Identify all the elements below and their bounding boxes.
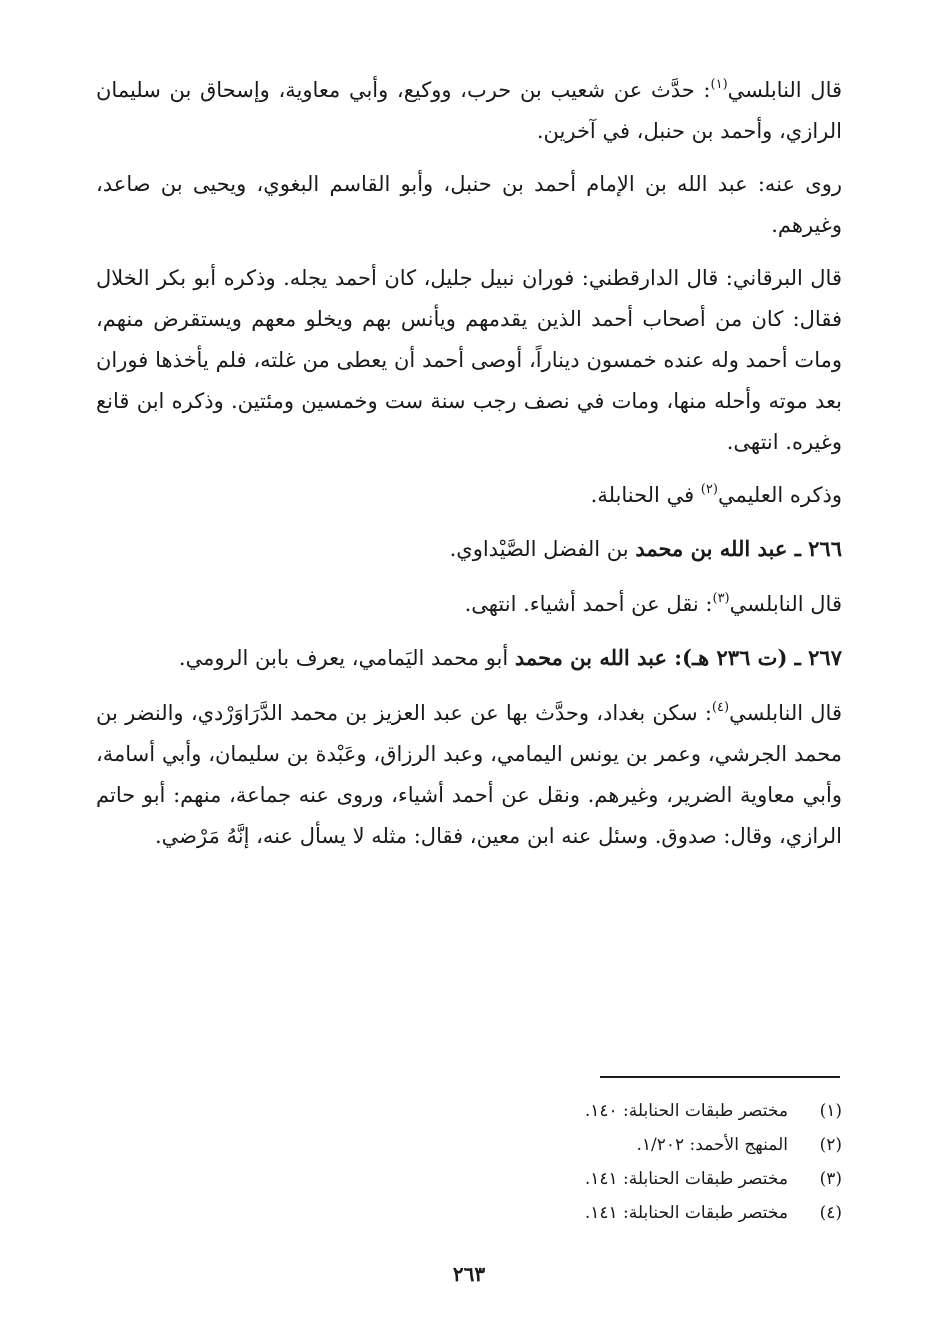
footnote-text: مختصر طبقات الحنابلة: ١٤٠. bbox=[584, 1101, 788, 1121]
paragraph-text: قال النابلسي bbox=[729, 701, 842, 725]
footnote-number: (٢) bbox=[819, 1135, 842, 1155]
page-number: ٢٦٣ bbox=[452, 1262, 486, 1286]
footnote-text: المنهج الأحمد: ١/٢٠٢. bbox=[636, 1135, 788, 1155]
paragraph-ulaymi bbox=[96, 475, 842, 516]
footnote-text: مختصر طبقات الحنابلة: ١٤١. bbox=[584, 1169, 788, 1189]
paragraph-text: قال البرقاني: قال الدارقطني: فوران نبيل جليل، كان أحمد يجله. وذكره أبو بكر الخلال فقال: كان من أصحاب أحمد الذين يقدمهم ويأنس بهم ويخلو معهم ويستقرض منهم، ومات أحمد وله عنده خمسون ديناراً، أوصى أحمد أن يعطى من غلته، فلم يأخذها فوران بعد موته وأحله منها، ومات في نصف رجب سنة ست وخمسين ومئتين. وذكره ابن قانع وغيره. انتهى. bbox=[96, 266, 842, 454]
entry-text: بن الفضل الصَّيْداوي. bbox=[449, 537, 636, 561]
paragraph-barqani bbox=[96, 258, 842, 463]
paragraph-text: : نقل عن أحمد أشياء. انتهى. bbox=[464, 592, 713, 616]
footnote-text: مختصر طبقات الحنابلة: ١٤١. bbox=[584, 1203, 788, 1223]
paragraph-text: قال النابلسي bbox=[727, 78, 843, 102]
entry-heading: ٢٦٦ ـ عبد الله بن محمد bbox=[635, 536, 842, 561]
footnote-ref-2[interactable]: (٢) bbox=[700, 482, 718, 497]
entry-267 bbox=[96, 637, 842, 679]
footnote-item bbox=[96, 1128, 842, 1162]
paragraph-text: قال النابلسي bbox=[729, 592, 842, 616]
footnote-item bbox=[96, 1094, 842, 1128]
footnote-number: (١) bbox=[819, 1101, 842, 1121]
paragraph-nabulsi-3 bbox=[96, 584, 842, 625]
footnote-divider bbox=[600, 1076, 840, 1078]
footnote-ref-1[interactable]: (١) bbox=[710, 77, 728, 92]
main-text bbox=[96, 70, 842, 869]
paragraph-nabulsi-1 bbox=[96, 70, 842, 152]
paragraph-nabulsi-4 bbox=[96, 693, 842, 857]
paragraph-text: في الحنابلة. bbox=[590, 483, 701, 507]
paragraph-text: : سكن بغداد، وحدَّث بها عن عبد العزيز بن محمد الدَّرَاوَرْدي، والنضر بن محمد الجرشي، وعمر بن يونس اليمامي، وعبد الرزاق، وعَبْدة بن سليمان، وأبي أسامة، وأبي معاوية الضرير، وغيرهم. ونقل عن أحمد أشياء، وروى عنه جماعة، منهم: أبو حاتم الرازي، وقال: صدوق. وسئل عنه ابن معين، فقال: مثله لا يسأل عنه، إنَّهُ مَرْضي. bbox=[96, 701, 842, 848]
paragraph-text: وذكره العليمي bbox=[717, 483, 842, 507]
footnote-item bbox=[96, 1162, 842, 1196]
footnote-number: (٤) bbox=[819, 1203, 842, 1223]
paragraph-narrators bbox=[96, 164, 842, 246]
footnote-item bbox=[96, 1196, 842, 1230]
paragraph-text: روى عنه: عبد الله بن الإمام أحمد بن حنبل، وأبو القاسم البغوي، ويحيى بن صاعد، وغيرهم. bbox=[96, 172, 842, 237]
entry-text: أبو محمد اليَمامي، يعرف بابن الرومي. bbox=[178, 646, 515, 670]
paragraph-text: : حدَّث عن شعيب بن حرب، ووكيع، وأبي معاوية، وإسحاق بن سليمان الرازي، وأحمد بن حنبل، في آخرين. bbox=[96, 78, 842, 143]
footnote-ref-4[interactable]: (٤) bbox=[711, 700, 730, 715]
footnotes bbox=[96, 1094, 842, 1230]
entry-heading: ٢٦٧ ـ (ت ٢٣٦ هـ): عبد الله بن محمد bbox=[514, 645, 842, 670]
entry-266 bbox=[96, 528, 842, 570]
footnote-ref-3[interactable]: (٣) bbox=[712, 591, 730, 606]
footnote-number: (٣) bbox=[819, 1169, 842, 1189]
